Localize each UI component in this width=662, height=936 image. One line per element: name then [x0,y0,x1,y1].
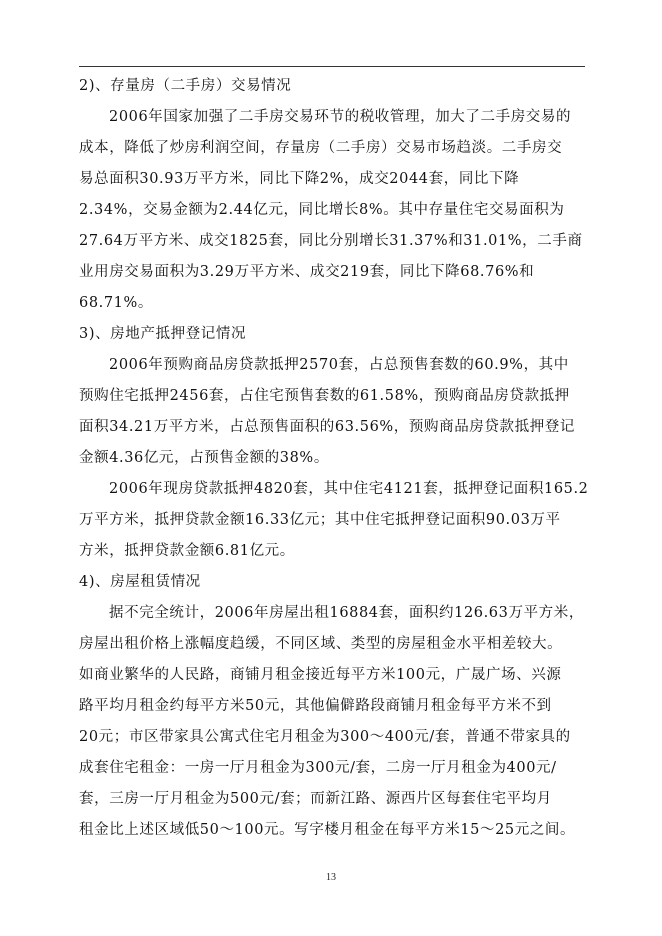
text-line: 成套住宅租金：一房一厅月租金为300元/套，二房一厅月租金为400元/ [79,760,557,776]
text-line: 如商业繁华的人民路，商铺月租金接近每平方米100元，广晟广场、兴源 [79,667,562,683]
text-line: 20元；市区带家具公寓式住宅月租金为300～400元/套，普通不带家具的 [79,729,571,745]
text-line: 租金比上述区域低50～100元。写字楼月租金在每平方米15～25元之间。 [79,822,576,838]
text-line: 业用房交易面积为3.29万平方米、成交219套，同比下降68.76%和 [79,264,535,280]
section-heading: 2)、存量房（二手房）交易情况 [79,78,292,94]
text-line: 房屋出租价格上涨幅度趋缓，不同区域、类型的房屋租金水平相差较大。 [79,636,563,652]
text-line: 2006年现房贷款抵押4820套，其中住宅4121套，抵押登记面积165.2 [109,481,589,497]
section-heading: 4)、房屋租赁情况 [79,574,201,590]
text-line: 27.64万平方米、成交1825套，同比分别增长31.37%和31.01%，二手商 [79,233,583,249]
text-line: 万平方米，抵押贷款金额16.33亿元；其中住宅抵押登记面积90.03万平 [79,512,561,528]
text-line: 面积34.21万平方米，占总预售面积的63.56%，预购商品房贷款抵押登记 [79,419,575,435]
section-heading: 3)、房地产抵押登记情况 [79,326,247,342]
text-line: 方米，抵押贷款金额6.81亿元。 [79,543,295,559]
text-line: 成本，降低了炒房利润空间，存量房（二手房）交易市场趋淡。二手房交 [79,140,563,156]
document-body [79,71,589,846]
text-line: 68.71%。 [79,295,153,311]
text-line: 2.34%，交易金额为2.44亿元，同比增长8%。其中存量住宅交易面积为 [79,202,565,218]
text-line: 2006年国家加强了二手房交易环节的税收管理，加大了二手房交易的 [109,109,572,125]
text-line: 据不完全统计，2006年房屋出租16884套，面积约126.63万平方米， [109,605,584,621]
text-line: 金额4.36亿元，占预售金额的38%。 [79,450,329,466]
page-number: 13 [326,872,336,883]
text-line: 2006年预购商品房贷款抵押2570套，占总预售套数的60.9%，其中 [109,357,569,373]
text-line: 易总面积30.93万平方米，同比下降2%，成交2044套，同比下降 [79,171,520,187]
header-rule [79,66,585,67]
text-line: 套，三房一厅月租金为500元/套；而新江路、源西片区每套住宅平均月 [79,791,552,807]
text-line: 路平均月租金约每平方米50元，其他偏僻路段商铺月租金每平方米不到 [79,698,552,714]
text-line: 预购住宅抵押2456套，占住宅预售套数的61.58%，预购商品房贷款抵押 [79,388,570,404]
